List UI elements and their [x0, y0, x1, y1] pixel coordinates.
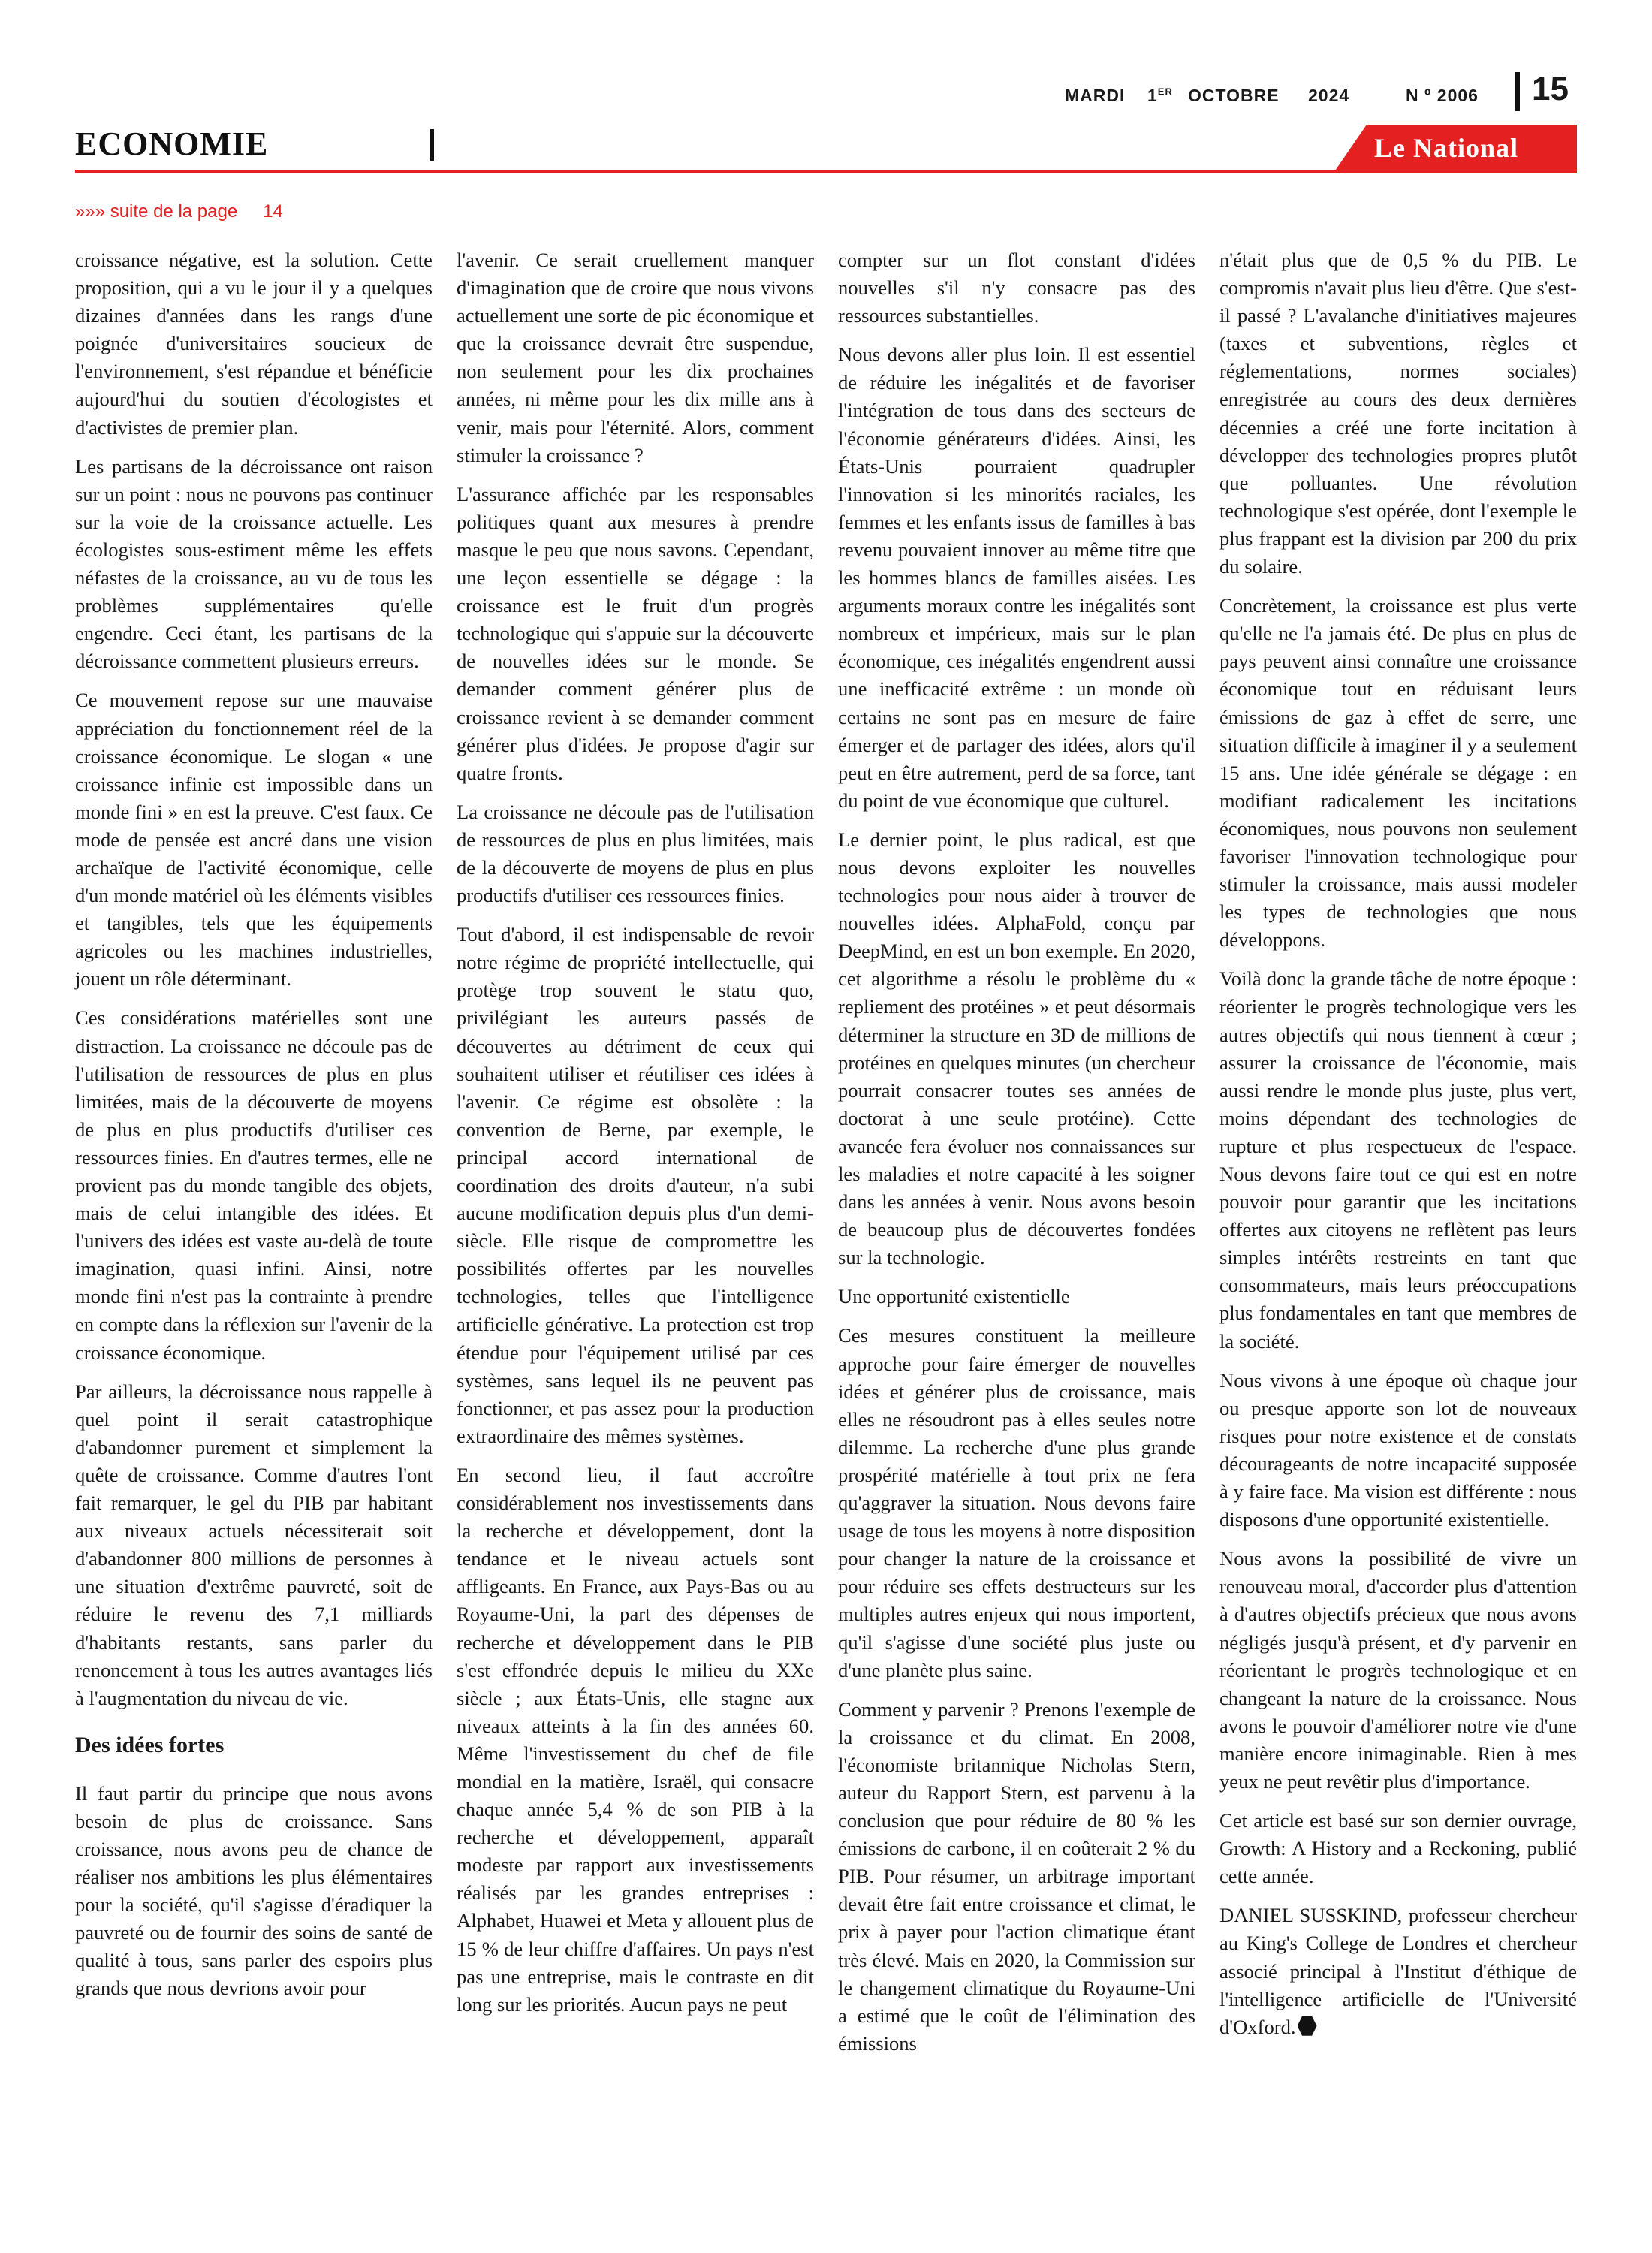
- paragraph: Ces considérations matérielles sont une distraction. La croissance ne découle pas de l'utilisation de ressources de plus en plus limitées, mais de la découverte de moyens de plus en plus productifs d'utiliser ces ressources finies. En d'autres termes, elle ne provient pas du monde tangible des objets, mais de celui intangible des idées. Et l'univers des idées est vaste au-delà de toute imagination, quasi infini. Ainsi, notre monde fini n'est pas la contrainte à prendre en compte dans la réflexion sur l'avenir de la croissance économique.: [75, 1006, 433, 1364]
- subheading: Des idées fortes: [75, 1732, 225, 1757]
- paragraph: compter sur un flot constant d'idées nouvelles s'il n'y consacre pas des ressources substantielles.: [838, 249, 1195, 327]
- continuation-text: »»» suite de la page: [75, 201, 238, 222]
- paragraph: croissance négative, est la solution. Cette proposition, qui a vu le jour il y a quelques dizaines d'années dans les rangs d'une poignée d'universitaires soucieux de l'environnement, s'est répandue et bénéficie aujourd'hui du soutien d'écologistes et d'activistes de premier plan.: [75, 249, 433, 439]
- paragraph: Nous avons la possibilité de vivre un renouveau moral, d'accorder plus d'attention à d'autres objectifs précieux que nous avons négligés jusqu'à présent, et d'y parvenir en réorientant le progrès technologique et en changeant la nature de la croissance. Nous avons le pouvoir d'améliorer notre vie d'une manière encore inimaginable. Rien à mes yeux ne peut revêtir plus d'importance.: [1219, 1547, 1577, 1793]
- paragraph: Ce mouvement repose sur une mauvaise appréciation du fonctionnement réel de la croissance économique. Le slogan « une croissance infinie est impossible dans un monde fini » en est la preuve. C'est faux. Ce mode de pensée est ancré dans une vision archaïque de l'activité économique, celle d'un monde matériel où les éléments visibles et tangibles, tels que les équipements agricoles ou les machines industrielles, jouent un rôle déterminant.: [75, 689, 433, 991]
- article-column-2: [457, 246, 814, 2030]
- page-number: 15: [1532, 71, 1569, 107]
- subheading: Une opportunité existentielle: [838, 1285, 1070, 1308]
- article-column-1: [75, 246, 433, 2014]
- article-column-4: [1219, 246, 1577, 2052]
- paragraph: L'assurance affichée par les responsables politiques quant aux mesures à prendre masque le peu que nous savons. Cependant, une leçon essentielle se dégage : la croissance est le fruit d'un progrès technologique qui s'appuie sur la découverte de nouvelles idées sur le monde. Se demander comment générer plus de croissance revient à se demander comment générer plus d'idées. Je propose d'agir sur quatre fronts.: [457, 482, 814, 784]
- paragraph: Voilà donc la grande tâche de notre époque : réorienter le progrès technologique vers les autres objectifs qui nous tiennent à cœur ; assurer la croissance de l'économie, mais aussi rendre le monde plus juste, plus vert, moins dépendant des technologies de rupture et plus respectueux de l'espace. Nous devons faire tout ce qui est en notre pouvoir pour garantir que les incitations offertes aux citoyens ne reflètent pas leurs simples intérêts restreints en tant que consommateurs, mais leurs préoccupations plus fondamentales en tant que membres de la société.: [1219, 967, 1577, 1353]
- paragraph: Les partisans de la décroissance ont raison sur un point : nous ne pouvons pas continuer sur la voie de la croissance actuelle. Les écologistes sous-estiment même les effets néfastes de la croissance, au vu de tous les problèmes supplémentaires qu'elle engendre. Ceci étant, les partisans de la décroissance commettent plusieurs erreurs.: [75, 454, 433, 673]
- dateline-day: MARDI: [1065, 86, 1126, 105]
- dateline-date-num: 1: [1147, 86, 1158, 105]
- paragraph: Nous devons aller plus loin. Il est essentiel de réduire les inégalités et de favoriser l'intégration de tous dans des secteurs de l'économie générateurs d'idées. Ainsi, les États-Unis pourraient quadrupler l'innovation si les minorités raciales, les femmes et les enfants issus de familles à bas revenu pouvaient innover au même titre que les hommes blancs de familles aisées. Les arguments moraux contre les inégalités sont nombreux et impérieux, mais sur le plan économique, ces inégalités engendrent aussi une inefficacité extrême : un monde où certains ne sont pas en mesure de faire émerger et de partager des idées, alors qu'il peut en être autrement, perd de sa force, tant du point de vue économique que culturel.: [838, 343, 1195, 812]
- author-byline: [1219, 1902, 1577, 2040]
- paragraph: Le dernier point, le plus radical, est que nous devons exploiter les nouvelles technologies pour nous aider à trouver de nouvelles idées. AlphaFold, conçu par DeepMind, en est un bon exemple. En 2020, cet algorithme a résolu le problème du « repliement des protéines » et peut désormais déterminer la structure en 3D de millions de protéines en quelques minutes (un chercheur pourrait consacrer toutes ses années de doctorat à une seule protéine). Cette avancée fera évoluer nos connaissances sur les maladies et notre capacité à les soigner dans les années à venir. Nous avons besoin de beaucoup plus de découvertes fondées sur la technologie.: [838, 828, 1195, 1269]
- paragraph: Tout d'abord, il est indispensable de revoir notre régime de propriété intellectuelle, qui protège trop souvent le statu quo, privilégiant les auteurs passés de découvertes au détriment de ceux qui souhaitent utiliser et réutiliser ces idées à l'avenir. Ce régime est obsolète : la convention de Berne, par exemple, le principal accord international de coordination des droits d'auteur, n'a subi aucune modification depuis plus d'un demi-siècle. Elle risque de compromettre les possibilités offertes par les nouvelles technologies, telles que l'intelligence artificielle générative. La protection est trop étendue pour l'équipement utilisé par ces systèmes, sans lequel ils ne peuvent pas fonctionner, et pas assez pour la production extraordinaire des mêmes systèmes.: [457, 923, 814, 1447]
- dateline-date: [1147, 86, 1173, 106]
- section-title: ECONOMIE: [75, 125, 269, 162]
- dateline-year: 2024: [1308, 86, 1350, 105]
- paragraph: Concrètement, la croissance est plus verte qu'elle ne l'a jamais été. De plus en plus de pays peuvent ainsi connaître une croissance économique tout en réduisant leurs émissions de gaz à effet de serre, une situation difficile à imaginer il y a seulement 15 ans. Une idée générale se dégage : en modifiant radicalement les incitations économiques, nous pouvons non seulement favoriser l'innovation technologique pour stimuler la croissance, mais aussi modeler les types de technologies que nous développons.: [1219, 594, 1577, 952]
- header-rule: [75, 170, 1577, 173]
- paragraph: Cet article est basé sur son dernier ouvrage, Growth: A History and a Reckoning, publié cette année.: [1219, 1809, 1577, 1888]
- issue-number: N º 2006: [1406, 86, 1479, 105]
- paragraph: En second lieu, il faut accroître considérablement nos investissements dans la recherche et développement, dont la tendance et le niveau actuels sont affligeants. En France, aux Pays-Bas ou au Royaume-Uni, la part des dépenses de recherche et développement dans le PIB s'est effondrée depuis le milieu du XXe siècle ; aux États-Unis, elle stagne aux niveaux atteints à la fin des années 60. Même l'investissement du chef de file mondial en la matière, Israël, qui consacre chaque année 5,4 % de son PIB à la recherche et développement, apparaît modeste par rapport aux investissements réalisés par les grandes entreprises : Alphabet, Huawei et Meta y allouent plus de 15 % de leur chiffre d'affaires. Un pays n'est pas une entreprise, mais le contraste en dit long sur les priorités. Aucun pays ne peut: [457, 1463, 814, 2016]
- continuation-note: [75, 201, 283, 222]
- byline-text: DANIEL SUSSKIND, professeur chercheur au King's College de Londres et chercheur associé principal à l'Institut d'éthique de l'intelligence artificielle de l'Université d'Oxford.: [1219, 1904, 1577, 2038]
- article-column-3: [838, 246, 1195, 2069]
- paragraph: Comment y parvenir ? Prenons l'exemple de la croissance et du climat. En 2008, l'économiste britannique Nicholas Stern, auteur du Rapport Stern, est parvenu à la conclusion que pour réduire de 80 % les émissions de carbone, il en coûterait 2 % du PIB. Pour résumer, un arbitrage important devait être fait entre croissance et climat, le prix à payer pour l'action climatique étant très élevé. Mais en 2020, la Commission sur le changement climatique du Royaume-Uni a estimé que le coût de l'élimination des émissions: [838, 1697, 1195, 2055]
- paragraph: Nous vivons à une époque où chaque jour ou presque apporte son lot de nouveaux risques pour notre existence et de constats décourageants de notre incapacité supposée à y faire face. Ma vision est différente : nous disposons d'une opportunité existentielle.: [1219, 1368, 1577, 1531]
- paragraph: n'était plus que de 0,5 % du PIB. Le compromis n'avait plus lieu d'être. Que s'est-il passé ? L'avalanche d'initiatives majeures (taxes et subventions, règles et réglementations, normes sociales) enregistrée au cours des deux dernières décennies a créé une forte incitation à développer des technologies propres plutôt que polluantes. Une révolution technologique s'est opérée, dont l'exemple le plus frappant est la division par 200 du prix du solaire.: [1219, 249, 1577, 578]
- dateline: [1059, 74, 1517, 104]
- section-divider: [430, 129, 434, 161]
- brand-name: Le National: [1374, 133, 1519, 163]
- page-number-divider: [1515, 72, 1520, 111]
- continuation-page: 14: [263, 201, 283, 222]
- paragraph: l'avenir. Ce serait cruellement manquer d'imagination que de croire que nous vivons actuellement une sorte de pic économique et que la croissance devrait être suspendue, non seulement pour les dix prochaines années, ni même pour les dix mille ans à venir, mais pour l'éternité. Alors, comment stimuler la croissance ?: [457, 249, 814, 466]
- dateline-date-sup: ER: [1157, 86, 1173, 98]
- paragraph: Il faut partir du principe que nous avons besoin de plus de croissance. Sans croissance, nous avons peu de chance de réaliser nos ambitions les plus élémentaires pour la société, qu'il s'agisse d'éradiquer la pauvreté ou de fournir des soins de santé de qualité à tous, sans parler des espoirs plus grands que nous devrions avoir pour: [75, 1781, 433, 2000]
- paragraph: Par ailleurs, la décroissance nous rappelle à quel point il serait catastrophique d'abandonner purement et simplement la quête de croissance. Comme d'autres l'ont fait remarquer, le gel du PIB par habitant aux niveaux actuels nécessiterait soit d'abandonner 800 millions de personnes à une situation d'extrême pauvreté, soit de réduire le revenu des 7,1 milliards d'habitants restants, sans parler du renoncement à tous les autres avantages liés à l'augmentation du niveau de vie.: [75, 1380, 433, 1709]
- end-mark-icon: [1298, 2016, 1317, 2036]
- paragraph: La croissance ne découle pas de l'utilisation de ressources de plus en plus limitées, mais de la découverte de moyens de plus en plus productifs d'utiliser ces ressources finies.: [457, 800, 814, 907]
- dateline-month: OCTOBRE: [1188, 86, 1280, 105]
- paragraph: Ces mesures constituent la meilleure approche pour faire émerger de nouvelles idées et générer plus de croissance, mais elles ne résoudront pas à elles seules notre dilemme. La recherche d'une plus grande prospérité matérielle à tout prix ne fera qu'aggraver la situation. Nous devons faire usage de tous les moyens à notre disposition pour changer la nature de la croissance et pour réduire ses effets destructeurs sur les multiples autres enjeux qui nous importent, qu'il s'agisse d'une société plus juste ou d'une planète plus saine.: [838, 1324, 1195, 1681]
